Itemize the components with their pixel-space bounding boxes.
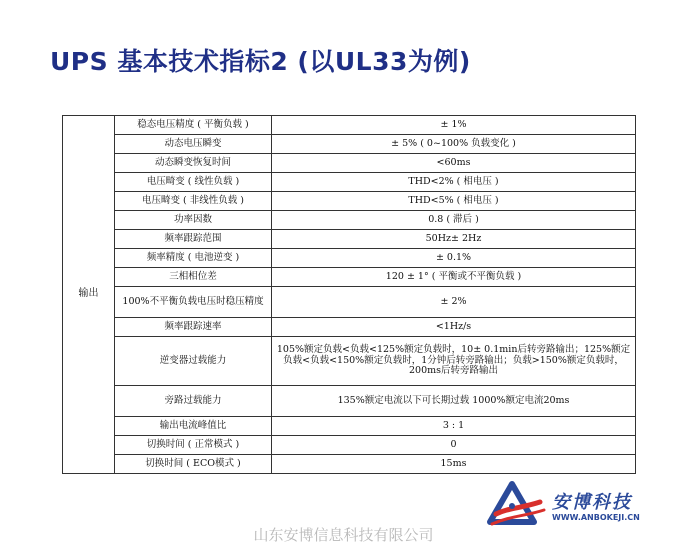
- value-cell: <60ms: [272, 154, 636, 173]
- param-cell: 动态瞬变恢复时间: [115, 154, 272, 173]
- table-row: [63, 287, 636, 318]
- value-cell: 50Hz± 2Hz: [272, 230, 636, 249]
- value-cell: 120 ± 1° ( 平衡或不平衡负载 ): [272, 268, 636, 287]
- logo-url: WWW.ANBOKEJI.CN: [552, 513, 640, 522]
- table-row: [63, 154, 636, 173]
- param-cell: 100%不平衡负载电压时稳压精度: [115, 287, 272, 318]
- param-cell: 逆变器过载能力: [115, 337, 272, 386]
- param-cell: 切换时间 ( 正常模式 ): [115, 436, 272, 455]
- spec-table: [62, 115, 636, 474]
- value-cell: THD<5% ( 相电压 ): [272, 192, 636, 211]
- table-row: [63, 173, 636, 192]
- table-row: [63, 455, 636, 474]
- footer-company: 山东安博信息科技有限公司: [253, 526, 434, 544]
- table-row: [63, 192, 636, 211]
- param-cell: 动态电压瞬变: [115, 135, 272, 154]
- logo-emblem-icon: [482, 476, 548, 532]
- table-row: [63, 436, 636, 455]
- value-cell: 105%额定负载<负载<125%额定负载时，10± 0.1min后转旁路输出；125%额定负载<负载<150%额定负载时，1分钟后转旁路输出；负载>150%额定负载时，200ms后转旁路输出: [272, 337, 636, 386]
- param-cell: 功率因数: [115, 211, 272, 230]
- value-cell: ± 5% ( 0~100% 负载变化 ): [272, 135, 636, 154]
- table-row: [63, 386, 636, 417]
- table-row: [63, 337, 636, 386]
- company-logo: [482, 476, 682, 532]
- value-cell: 0.8 ( 滞后 ): [272, 211, 636, 230]
- table-row: [63, 211, 636, 230]
- value-cell: THD<2% ( 相电压 ): [272, 173, 636, 192]
- param-cell: 输出电流峰值比: [115, 417, 272, 436]
- param-cell: 电压畸变 ( 非线性负载 ): [115, 192, 272, 211]
- param-cell: 电压畸变 ( 线性负载 ): [115, 173, 272, 192]
- value-cell: 3 : 1: [272, 417, 636, 436]
- value-cell: 135%额定电流以下可长期过载 1000%额定电流20ms: [272, 386, 636, 417]
- value-cell: <1Hz/s: [272, 318, 636, 337]
- value-cell: 15ms: [272, 455, 636, 474]
- param-cell: 切换时间 ( ECO模式 ): [115, 455, 272, 474]
- param-cell: 稳态电压精度 ( 平衡负载 ): [115, 116, 272, 135]
- slide-title: UPS 基本技术指标2 (以UL33为例): [50, 47, 471, 76]
- table-row: [63, 116, 636, 135]
- table-row: [63, 230, 636, 249]
- param-cell: 旁路过载能力: [115, 386, 272, 417]
- param-cell: 频率跟踪范围: [115, 230, 272, 249]
- value-cell: 0: [272, 436, 636, 455]
- value-cell: ± 2%: [272, 287, 636, 318]
- param-cell: 频率精度 ( 电池逆变 ): [115, 249, 272, 268]
- logo-name: 安博科技: [552, 492, 632, 513]
- param-cell: 频率跟踪速率: [115, 318, 272, 337]
- value-cell: ± 1%: [272, 116, 636, 135]
- table-row: [63, 268, 636, 287]
- param-cell: 三相相位差: [115, 268, 272, 287]
- table-row: [63, 318, 636, 337]
- table-row: [63, 135, 636, 154]
- table-row: [63, 417, 636, 436]
- group-label: 输出: [63, 116, 115, 474]
- table-row: [63, 249, 636, 268]
- value-cell: ± 0.1%: [272, 249, 636, 268]
